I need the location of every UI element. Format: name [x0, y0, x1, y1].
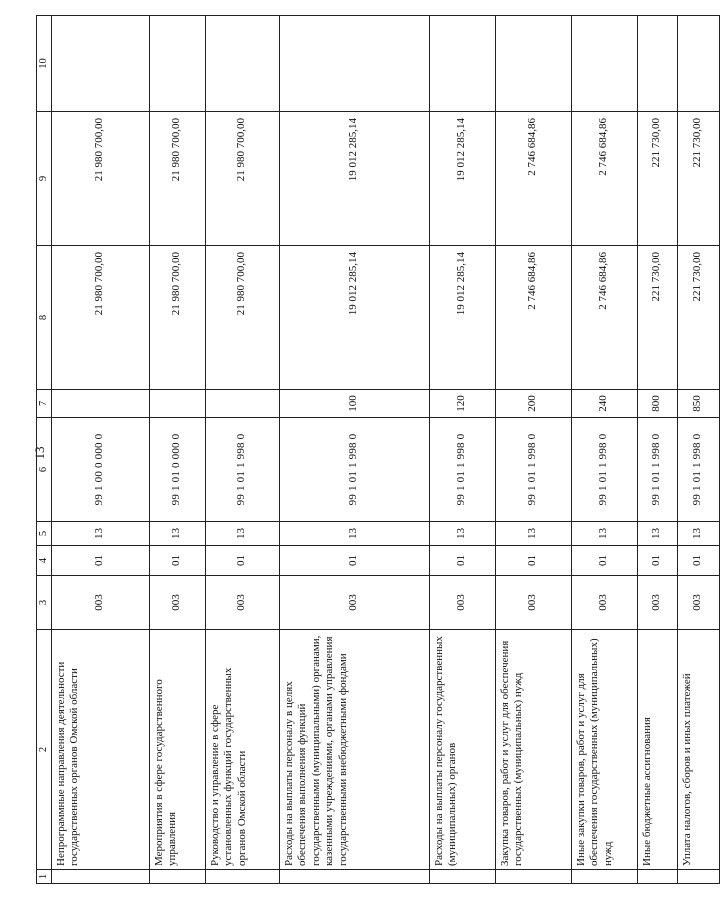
col10-cell	[429, 16, 495, 112]
grbs-code-cell: 003	[205, 576, 279, 630]
column-header-8: 8	[37, 246, 52, 390]
amount-col9-cell: 221 730,00	[677, 112, 719, 246]
col10-cell	[279, 16, 429, 112]
row-name-cell: Иные закупки товаров, работ и услуг для обеспечения государственных (муниципальных) нужд	[571, 630, 637, 870]
col1-cell	[429, 870, 495, 884]
amount-col9-cell: 21 980 700,00	[149, 112, 205, 246]
expense-type-cell: 240	[571, 390, 637, 418]
expense-type-cell: 850	[677, 390, 719, 418]
grbs-code-cell: 003	[429, 576, 495, 630]
table-row	[205, 16, 279, 884]
table-body	[51, 16, 719, 884]
subsection-code-cell: 13	[205, 522, 279, 546]
target-article-cell: 99 1 00 0 000 0	[51, 418, 149, 522]
col1-cell	[677, 870, 719, 884]
amount-col9-cell: 19 012 285,14	[279, 112, 429, 246]
col10-cell	[637, 16, 677, 112]
expense-type-cell: 100	[279, 390, 429, 418]
section-code-cell: 01	[677, 546, 719, 576]
col10-cell	[677, 16, 719, 112]
row-name-cell: Закупка товаров, работ и услуг для обеспечения государственных (муниципальных) нужд	[495, 630, 571, 870]
section-code-cell: 01	[637, 546, 677, 576]
section-code-cell: 01	[429, 546, 495, 576]
col1-cell	[495, 870, 571, 884]
table-row	[495, 16, 571, 884]
col1-cell	[571, 870, 637, 884]
grbs-code-cell: 003	[495, 576, 571, 630]
amount-col8-cell: 2 746 684,86	[495, 246, 571, 390]
table-row	[149, 16, 205, 884]
grbs-code-cell: 003	[149, 576, 205, 630]
col1-cell	[205, 870, 279, 884]
col10-cell	[51, 16, 149, 112]
subsection-code-cell: 13	[571, 522, 637, 546]
table-row	[429, 16, 495, 884]
amount-col8-cell: 19 012 285,14	[279, 246, 429, 390]
column-header-6: 6	[37, 418, 52, 522]
amount-col9-cell: 221 730,00	[637, 112, 677, 246]
amount-col8-cell: 21 980 700,00	[51, 246, 149, 390]
table-row	[279, 16, 429, 884]
target-article-cell: 99 1 01 1 998 0	[637, 418, 677, 522]
amount-col9-cell: 2 746 684,86	[571, 112, 637, 246]
amount-col8-cell: 21 980 700,00	[149, 246, 205, 390]
column-header-2: 2	[37, 630, 52, 870]
grbs-code-cell: 003	[51, 576, 149, 630]
table-row	[637, 16, 677, 884]
amount-col8-cell: 221 730,00	[677, 246, 719, 390]
subsection-code-cell: 13	[495, 522, 571, 546]
amount-col8-cell: 2 746 684,86	[571, 246, 637, 390]
section-code-cell: 01	[279, 546, 429, 576]
table-row	[571, 16, 637, 884]
col10-cell	[571, 16, 637, 112]
subsection-code-cell: 13	[149, 522, 205, 546]
row-name-cell: Мероприятия в сфере государственного управления	[149, 630, 205, 870]
col10-cell	[495, 16, 571, 112]
table-row	[677, 16, 719, 884]
col1-cell	[279, 870, 429, 884]
row-name-cell: Руководство и управление в сфере установленных функций государственных органов Омской области	[205, 630, 279, 870]
target-article-cell: 99 1 01 0 000 0	[149, 418, 205, 522]
row-name-cell: Расходы на выплаты персоналу государственных (муниципальных) органов	[429, 630, 495, 870]
col10-cell	[205, 16, 279, 112]
expense-type-cell	[149, 390, 205, 418]
amount-col9-cell: 2 746 684,86	[495, 112, 571, 246]
expense-type-cell: 800	[637, 390, 677, 418]
column-header-10: 10	[37, 16, 52, 112]
expense-type-cell	[51, 390, 149, 418]
column-header-7: 7	[37, 390, 52, 418]
section-code-cell: 01	[51, 546, 149, 576]
subsection-code-cell: 13	[637, 522, 677, 546]
grbs-code-cell: 003	[279, 576, 429, 630]
amount-col9-cell: 21 980 700,00	[51, 112, 149, 246]
section-code-cell: 01	[571, 546, 637, 576]
column-header-1: 1	[37, 870, 52, 884]
amount-col8-cell: 21 980 700,00	[205, 246, 279, 390]
page-number: 13	[32, 446, 47, 460]
amount-col9-cell: 19 012 285,14	[429, 112, 495, 246]
col1-cell	[51, 870, 149, 884]
column-header-3: 3	[37, 576, 52, 630]
target-article-cell: 99 1 01 1 998 0	[279, 418, 429, 522]
column-header-5: 5	[37, 522, 52, 546]
section-code-cell: 01	[149, 546, 205, 576]
target-article-cell: 99 1 01 1 998 0	[677, 418, 719, 522]
column-header-9: 9	[37, 112, 52, 246]
table-row	[51, 16, 149, 884]
expense-type-cell	[205, 390, 279, 418]
target-article-cell: 99 1 01 1 998 0	[429, 418, 495, 522]
grbs-code-cell: 003	[677, 576, 719, 630]
col1-cell	[637, 870, 677, 884]
subsection-code-cell: 13	[279, 522, 429, 546]
row-name-cell: Непрограммные направления деятельности государственных органов Омской области	[51, 630, 149, 870]
target-article-cell: 99 1 01 1 998 0	[495, 418, 571, 522]
section-code-cell: 01	[495, 546, 571, 576]
amount-col8-cell: 19 012 285,14	[429, 246, 495, 390]
subsection-code-cell: 13	[677, 522, 719, 546]
amount-col9-cell: 21 980 700,00	[205, 112, 279, 246]
expense-type-cell: 200	[495, 390, 571, 418]
subsection-code-cell: 13	[429, 522, 495, 546]
row-name-cell: Иные бюджетные ассигнования	[637, 630, 677, 870]
subsection-code-cell: 13	[51, 522, 149, 546]
budget-table	[36, 15, 720, 884]
header-row	[37, 16, 52, 884]
column-header-4: 4	[37, 546, 52, 576]
amount-col8-cell: 221 730,00	[637, 246, 677, 390]
section-code-cell: 01	[205, 546, 279, 576]
expense-type-cell: 120	[429, 390, 495, 418]
target-article-cell: 99 1 01 1 998 0	[205, 418, 279, 522]
grbs-code-cell: 003	[637, 576, 677, 630]
row-name-cell: Расходы на выплаты персоналу в целях обеспечения выполнения функций государственными (муниципальными) органами, казенными учреждениями, органами управления государственными внебюджетными фондами	[279, 630, 429, 870]
grbs-code-cell: 003	[571, 576, 637, 630]
col10-cell	[149, 16, 205, 112]
col1-cell	[149, 870, 205, 884]
row-name-cell: Уплата налогов, сборов и иных платежей	[677, 630, 719, 870]
target-article-cell: 99 1 01 1 998 0	[571, 418, 637, 522]
rotated-table-container	[36, 16, 704, 884]
